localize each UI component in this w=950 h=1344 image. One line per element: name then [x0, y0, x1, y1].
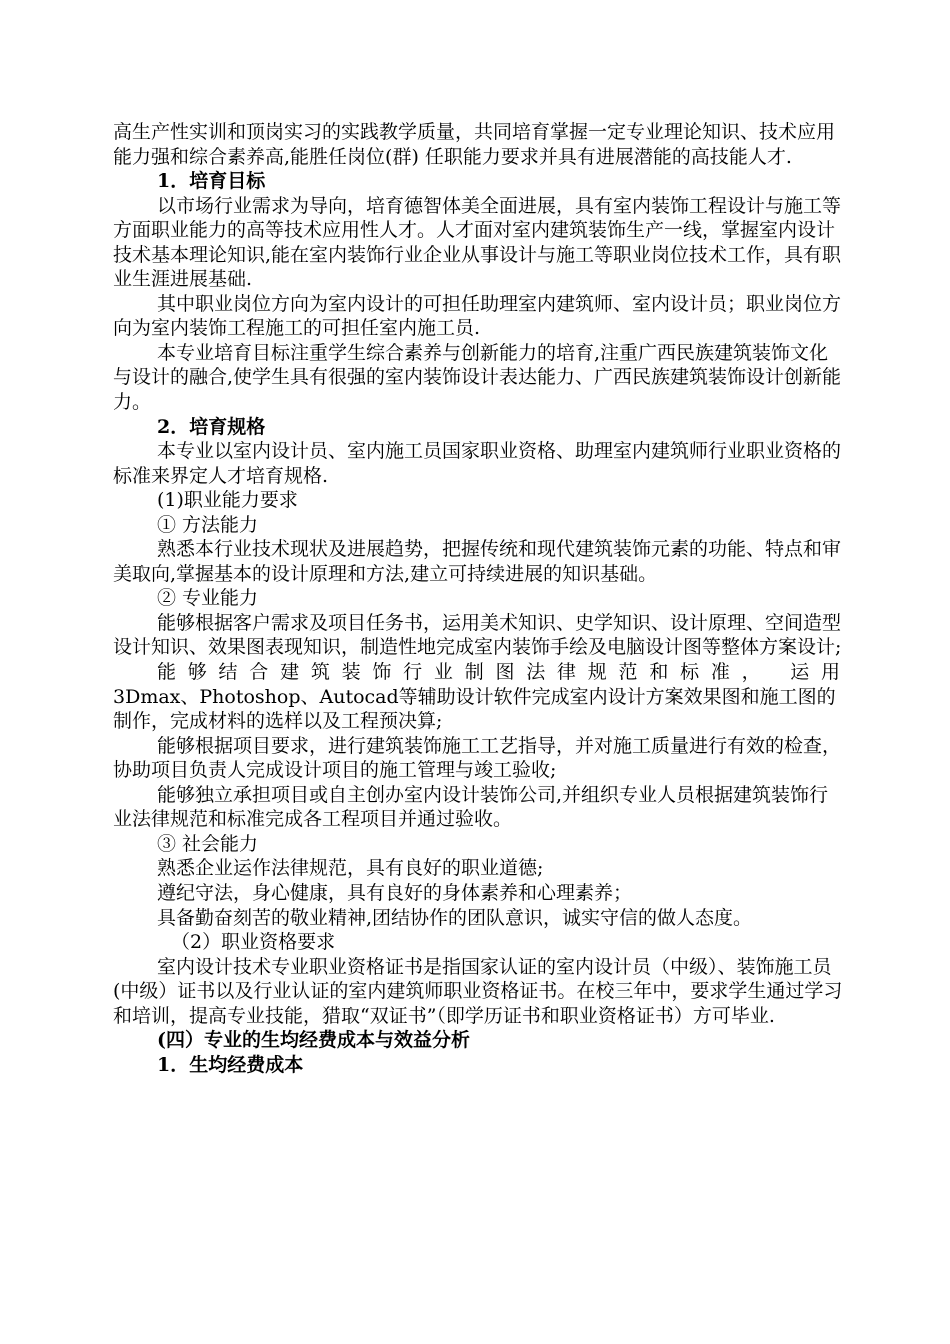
paragraph-professional-ability-1: 能够根据客户需求及项目任务书，运用美术知识、史学知识、设计原理、空间造型设计知识、效果图表现知识，制造性地完成室内装饰手绘及电脑设计图等整体方案设计;: [113, 611, 842, 659]
heading-training-spec: 2．培育规格: [157, 415, 266, 438]
paragraph-method-ability: 熟悉本行业技术现状及进展趋势，把握传统和现代建筑装饰元素的功能、特点和审美取向,掌握基本的设计原理和方法,建立可持续进展的知识基础。: [113, 538, 842, 585]
paragraph-social-ability-3: 具备勤奋刻苦的敬业精神,团结协作的团队意识，诚实守信的做人态度。: [157, 906, 753, 929]
document-page: [113, 120, 843, 1077]
paragraph-career-direction: 其中职业岗位方向为室内设计的可担任助理室内建筑师、室内设计员；职业岗位方向为室内装饰工程施工的可担任室内施工员.: [113, 292, 842, 340]
heading-training-goal: 1．培育目标: [157, 170, 266, 193]
subheading-method-ability: ① 方法能力: [157, 513, 259, 536]
paragraph-qualification: 室内设计技术专业职业资格证书是指国家认证的室内设计员（中级）、装饰施工员(中级）证书以及行业认证的室内建筑师职业资格证书。在校三年中，要求学生通过学习和培训，提高专业技能，猎取“双证书”（即学历证书和职业资格证书）方可毕业.: [113, 955, 843, 1027]
subheading-ability-requirements: (1)职业能力要求: [157, 489, 298, 512]
paragraph-intro-continuation: 高生产性实训和顶岗实习的实践教学质量，共同培育掌握一定专业理论知识、技术应用能力强和综合素养高,能胜任岗位(群) 任职能力要求并具有进展潜能的高技能人才.: [113, 121, 836, 168]
subheading-professional-ability: ② 专业能力: [157, 587, 259, 610]
paragraph-professional-ability-2-rest: 3Dmax、Photoshop、Autocad等辅助设计软件完成室内设计方案效果图和施工图的制作，完成材料的选样以及工程预决算;: [113, 685, 836, 733]
paragraph-spec: 本专业以室内设计员、室内施工员国家职业资格、助理室内建筑师行业职业资格的标准来界定人才培育规格.: [113, 440, 842, 487]
subheading-qualification-requirements: （2）职业资格要求: [171, 931, 336, 954]
paragraph-professional-ability-4: 能够独立承担项目或自主创办室内设计装饰公司,并组织专业人员根据建筑装饰行业法律规范和标准完成各工程项目并通过验收。: [113, 783, 829, 831]
paragraph-social-ability-1: 熟悉企业运作法律规范，具有良好的职业道德;: [157, 857, 544, 880]
paragraph-professional-ability-3: 能够根据项目要求，进行建筑装饰施工工艺指导，并对施工质量进行有效的检查，协助项目负责人完成设计项目的施工管理与竣工验收;: [113, 734, 842, 782]
paragraph-goal: 以市场行业需求为导向，培育德智体美全面进展，具有室内装饰工程设计与施工等方面职业能力的高等技术应用性人才。人才面对室内建筑装饰生产一线，掌握室内设计技术基本理论知识,能在室内装饰行业企业从事设计与施工等职业岗位技术工作，具有职业生涯进展基础.: [113, 194, 842, 291]
paragraph-professional-ability-2-line1: 能够结合建筑装饰行业制图法律规范和标准， 运用: [157, 661, 843, 684]
subheading-social-ability: ③ 社会能力: [157, 832, 259, 855]
heading-cost-analysis: (四）专业的生均经费成本与效益分析: [157, 1029, 470, 1052]
paragraph-goal-emphasis: 本专业培育目标注重学生综合素养与创新能力的培育,注重广西民族建筑装饰文化与设计的融合,使学生具有很强的室内装饰设计表达能力、广西民族建筑装饰设计创新能力。: [113, 341, 842, 414]
heading-per-student-cost: 1．生均经费成本: [157, 1053, 304, 1076]
paragraph-social-ability-2: 遵纪守法，身心健康，具有良好的身体素养和心理素养；: [157, 881, 633, 904]
